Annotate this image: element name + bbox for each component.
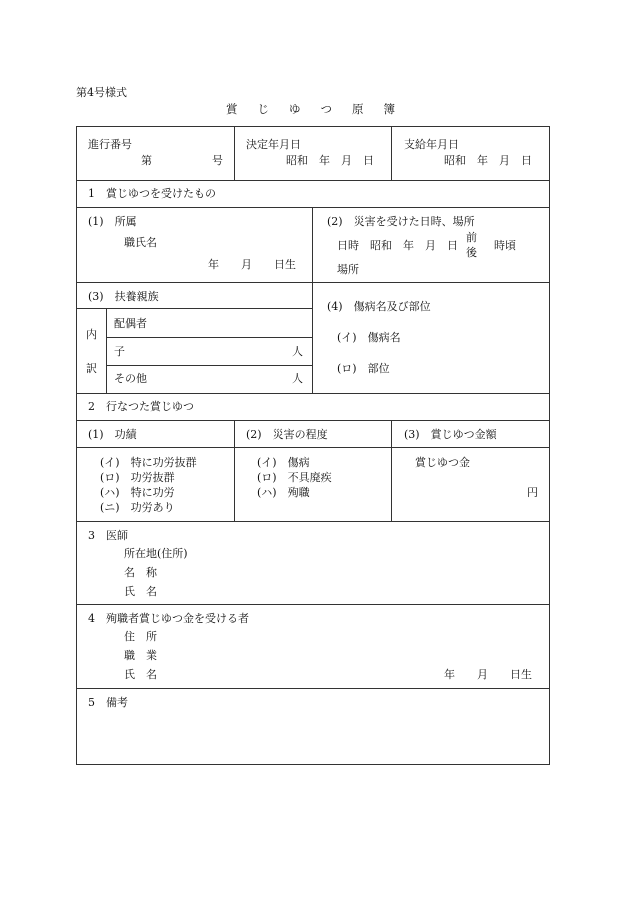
breakdown-char-1: 内	[86, 328, 97, 341]
child-unit: 人	[292, 345, 303, 358]
decision-date: 昭和 年 月 日	[286, 154, 374, 167]
other-label: その他	[114, 372, 147, 385]
progress-go: 号	[212, 154, 223, 167]
divider	[76, 688, 550, 689]
merit-item: (ロ) 功労抜群	[100, 471, 175, 484]
payment-date-label: 支給年月日	[404, 138, 459, 151]
injury-label: (4) 傷病名及び部位	[327, 300, 431, 313]
document-title	[216, 104, 405, 116]
merit-label: (1) 功績	[88, 428, 137, 441]
pm-label: 後	[466, 246, 477, 259]
recipient-job: 職 業	[124, 649, 157, 662]
disaster-label: (2) 災害を受けた日時、場所	[327, 215, 475, 228]
divider	[76, 393, 550, 394]
divider	[76, 308, 312, 309]
decision-date-label: 決定年月日	[246, 138, 301, 151]
divider	[391, 126, 392, 180]
section5-heading: 5 備考	[88, 696, 128, 709]
recipient-address: 住 所	[124, 630, 157, 643]
spouse-label: 配偶者	[114, 317, 147, 330]
dependents-label: (3) 扶養親族	[88, 290, 159, 303]
title-char: 原	[352, 102, 364, 116]
title-char: つ	[320, 102, 332, 116]
divider	[312, 207, 313, 393]
divider	[76, 282, 550, 283]
amount-unit: 円	[527, 486, 538, 499]
divider	[76, 420, 550, 421]
degree-item: (イ) 傷病	[257, 456, 310, 469]
divider	[234, 420, 235, 521]
recipient-birth: 年 月 日生	[444, 668, 532, 681]
injury-part: (ロ) 部位	[337, 362, 390, 375]
injury-name: (イ) 傷病名	[337, 331, 401, 344]
degree-label: (2) 災害の程度	[246, 428, 328, 441]
disaster-datetime: 日時 昭和 年 月 日	[337, 239, 458, 252]
doctor-facility-name: 名 称	[124, 566, 157, 579]
divider	[76, 180, 550, 181]
merit-item: (ニ) 功労あり	[100, 501, 175, 514]
breakdown-char-2: 訳	[86, 362, 97, 375]
time-suffix: 時頃	[494, 239, 516, 252]
divider	[106, 308, 107, 393]
amount-sub: 賞じゆつ金	[415, 456, 470, 469]
divider	[76, 207, 550, 208]
title-char: 簿	[383, 102, 395, 116]
divider	[76, 447, 550, 448]
payment-date: 昭和 年 月 日	[444, 154, 532, 167]
progress-number-label: 進行番号	[88, 138, 132, 151]
section2-heading: 2 行なつた賞じゆつ	[88, 400, 194, 413]
degree-item: (ロ) 不具廃疾	[257, 471, 332, 484]
divider	[76, 521, 550, 522]
progress-dai: 第	[141, 154, 152, 167]
birth-date: 年 月 日生	[208, 258, 296, 271]
child-label: 子	[114, 345, 125, 358]
title-char: 賞	[226, 102, 238, 116]
form-number: 第4号様式	[76, 86, 127, 99]
doctor-address: 所在地(住所)	[124, 547, 188, 560]
degree-item: (ハ) 殉職	[257, 486, 310, 499]
doctor-person-name: 氏 名	[124, 585, 157, 598]
am-label: 前	[466, 231, 477, 244]
title-char: じ	[257, 102, 269, 116]
divider	[76, 604, 550, 605]
divider	[106, 337, 312, 338]
job-name-label: 職氏名	[124, 236, 157, 249]
merit-item: (イ) 特に功労抜群	[100, 456, 197, 469]
merit-item: (ハ) 特に功労	[100, 486, 175, 499]
recipient-name: 氏 名	[124, 668, 157, 681]
divider	[391, 420, 392, 521]
affiliation-label: (1) 所属	[88, 215, 137, 228]
section3-heading: 3 医師	[88, 529, 128, 542]
title-char: ゆ	[289, 102, 301, 116]
section4-heading: 4 殉職者賞じゆつ金を受ける者	[88, 612, 249, 625]
divider	[234, 126, 235, 180]
place-label: 場所	[337, 263, 359, 276]
section1-heading: 1 賞じゆつを受けたもの	[88, 187, 216, 200]
divider	[106, 365, 312, 366]
amount-label: (3) 賞じゆつ金額	[404, 428, 497, 441]
other-unit: 人	[292, 372, 303, 385]
